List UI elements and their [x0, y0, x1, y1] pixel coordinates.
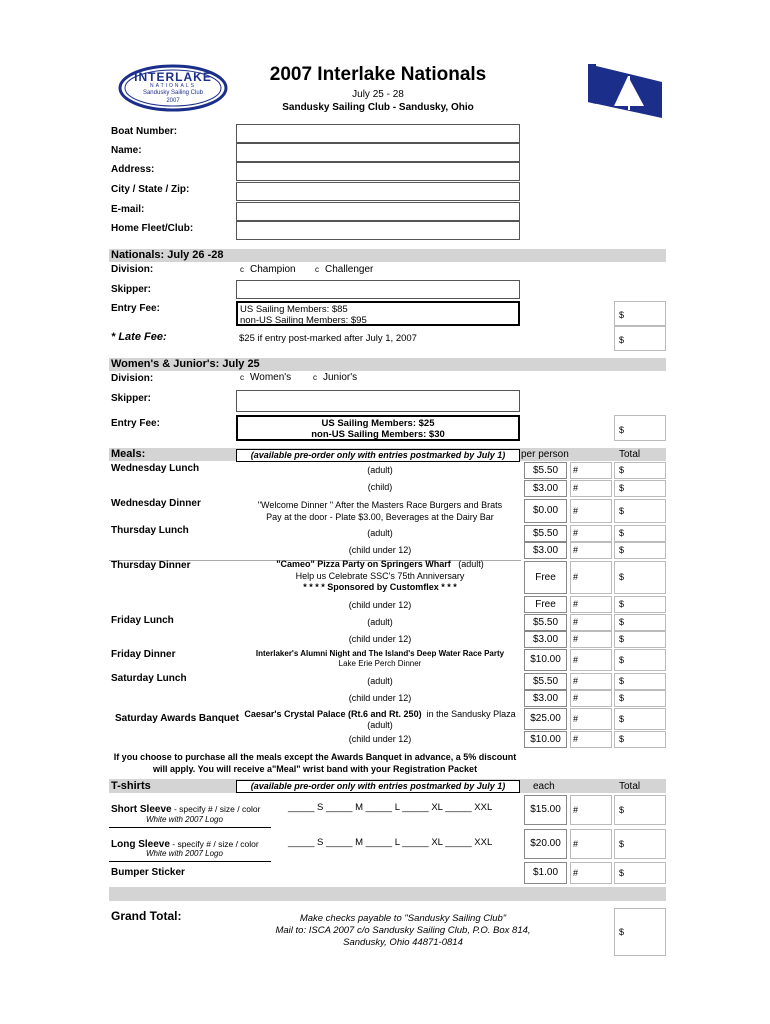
thu-lunch-adult-qty[interactable]: #	[570, 525, 612, 542]
sat-lunch-child: (child under 12)	[348, 693, 412, 703]
wed-lunch-label: Wednesday Lunch	[111, 463, 200, 474]
fri-dinner-desc-2: Lake Erie Perch Dinner	[338, 659, 422, 668]
fri-lunch-label: Friday Lunch	[111, 615, 174, 626]
boat-number-input[interactable]	[236, 124, 520, 143]
wed-lunch-adult-qty[interactable]: #	[570, 462, 612, 479]
wed-dinner-price: $0.00	[524, 499, 567, 523]
womens-fee-line-1: US Sailing Members: $25	[321, 418, 435, 429]
city-label: City / State / Zip:	[111, 184, 190, 195]
thu-lunch-adult: (adult)	[367, 528, 393, 538]
thu-dinner-adult: (adult)	[458, 559, 484, 569]
short-sleeve-label	[111, 804, 260, 815]
home-fleet-input[interactable]	[236, 221, 520, 240]
short-sleeve-title: Short Sleeve	[111, 804, 172, 815]
col-per-person: per person	[521, 449, 569, 460]
long-sleeve-logo: White with 2007 Logo	[146, 849, 223, 858]
womens-skipper-label: Skipper:	[111, 393, 152, 404]
sat-banquet-label: Saturday Awards Banquet	[115, 713, 239, 724]
radio-icon: c	[315, 265, 319, 274]
grand-total-label: Grand Total:	[111, 909, 182, 923]
thu-dinner-child-qty[interactable]: #	[570, 596, 612, 613]
discount-line-2: will apply. You will receive a"Meal" wrist band with your Registration Packet	[152, 764, 478, 774]
fee-line-2: non-US Sailing Members: $95	[240, 315, 367, 326]
thu-lunch-label: Thursday Lunch	[111, 525, 189, 536]
late-fee-label: * Late Fee:	[111, 331, 167, 343]
sat-lunch-child-qty[interactable]: #	[570, 690, 612, 707]
bumper-sticker-label: Bumper Sticker	[111, 867, 185, 878]
address-label: Address:	[111, 164, 155, 175]
name-input[interactable]	[236, 143, 520, 162]
wed-lunch-adult-price: $5.50	[524, 462, 567, 479]
email-label: E-mail:	[111, 204, 145, 215]
fri-lunch-adult-total[interactable]: $	[614, 614, 666, 631]
radio-icon: c	[313, 373, 317, 382]
tshirts-note: (available pre-order only with entries postmarked by July 1)	[236, 780, 520, 793]
home-fleet-label: Home Fleet/Club:	[111, 223, 194, 234]
boat-number-label: Boat Number:	[111, 126, 178, 137]
nationals-heading: Nationals: July 26 -28	[111, 249, 224, 261]
wed-lunch-adult-total[interactable]: $	[614, 462, 666, 479]
fri-lunch-child-qty[interactable]: #	[570, 631, 612, 648]
fri-lunch-child-price: $3.00	[524, 631, 567, 648]
sat-banquet-adult: (adult)	[367, 720, 393, 730]
womens-fee-total[interactable]: $	[614, 415, 666, 441]
nationals-skipper-label: Skipper:	[111, 284, 152, 295]
womens-skipper-input[interactable]	[236, 390, 520, 412]
fri-dinner-label: Friday Dinner	[111, 649, 176, 660]
fri-lunch-adult-price: $5.50	[524, 614, 567, 631]
late-fee-total[interactable]: $	[614, 326, 666, 351]
bumper-sticker-qty[interactable]: #	[570, 862, 612, 884]
event-location: Sandusky Sailing Club - Sandusky, Ohio	[282, 102, 474, 113]
wed-dinner-qty[interactable]: #	[570, 499, 612, 523]
wed-lunch-adult: (adult)	[367, 465, 393, 475]
wed-dinner-desc-2: Pay at the door - Plate $3.00, Beverages at the Dairy Bar	[266, 512, 494, 522]
sat-lunch-adult-total[interactable]: $	[614, 673, 666, 690]
division-juniors-label: Junior's	[323, 372, 358, 383]
sat-banquet-child-total[interactable]: $	[614, 731, 666, 748]
col-total-tshirts: Total	[619, 781, 641, 792]
thu-dinner-label: Thursday Dinner	[111, 560, 191, 571]
division-womens-label: Women's	[250, 372, 292, 383]
nationals-skipper-input[interactable]	[236, 280, 520, 299]
long-sleeve-title: Long Sleeve	[111, 839, 170, 850]
sat-lunch-child-price: $3.00	[524, 690, 567, 707]
sat-banquet-venue: Caesar's Crystal Palace (Rt.6 and Rt. 250)	[244, 709, 422, 719]
radio-icon: c	[240, 265, 244, 274]
fri-dinner-total[interactable]: $	[614, 649, 666, 671]
wed-lunch-child-qty[interactable]: #	[570, 480, 612, 497]
thu-dinner-adult-price: Free	[524, 561, 567, 594]
sat-lunch-adult-price: $5.50	[524, 673, 567, 690]
short-sleeve-price: $15.00	[524, 795, 567, 825]
long-sleeve-price: $20.00	[524, 829, 567, 859]
wed-lunch-child-price: $3.00	[524, 480, 567, 497]
division-champion-option[interactable]	[240, 264, 296, 275]
logo-year-text: 2007	[166, 98, 180, 104]
logo-sub-text: NATIONALS	[150, 83, 196, 89]
sat-banquet-adult-total[interactable]: $	[614, 708, 666, 730]
payment-line-3: Sandusky, Ohio 44871-0814	[343, 937, 463, 948]
sat-banquet-child-price: $10.00	[524, 731, 567, 748]
divider	[109, 861, 271, 862]
sat-banquet-adult-qty[interactable]: #	[570, 708, 612, 730]
meals-heading: Meals:	[111, 448, 146, 460]
thu-lunch-child-qty[interactable]: #	[570, 542, 612, 559]
wed-dinner-total[interactable]: $	[614, 499, 666, 523]
thu-dinner-child-price: Free	[524, 596, 567, 613]
division-challenger-label: Challenger	[325, 264, 374, 275]
womens-division-label: Division:	[111, 373, 154, 384]
logo-main-text: INTERLAKE	[134, 70, 212, 84]
thu-dinner-venue: "Cameo" Pizza Party on Springers Wharf	[276, 559, 451, 569]
long-sleeve-spec: - specify # / size / color	[169, 839, 259, 849]
sat-lunch-label: Saturday Lunch	[111, 673, 187, 684]
city-input[interactable]	[236, 182, 520, 201]
short-sleeve-qty[interactable]: #	[570, 795, 612, 825]
radio-icon: c	[240, 373, 244, 382]
late-fee-text: $25 if entry post-marked after July 1, 2007	[239, 333, 417, 344]
wed-lunch-child: (child)	[367, 482, 393, 492]
payment-line-2: Mail to: ISCA 2007 c/o Sandusky Sailing Club, P.O. Box 814,	[275, 925, 531, 936]
nationals-fee-box	[236, 301, 520, 326]
sat-banquet-plaza: in the Sandusky Plaza	[426, 709, 516, 719]
thu-dinner-desc-1	[240, 559, 520, 569]
nationals-entry-fee-label: Entry Fee:	[111, 303, 160, 314]
sat-lunch-adult-qty[interactable]: #	[570, 673, 612, 690]
womens-heading: Women's & Junior's: July 25	[111, 358, 260, 370]
discount-line-1: If you choose to purchase all the meals except the Awards Banquet in advance, a 5% discount	[113, 752, 517, 762]
fri-lunch-adult-qty[interactable]: #	[570, 614, 612, 631]
col-total: Total	[619, 449, 641, 460]
fri-dinner-price: $10.00	[524, 649, 567, 671]
fri-dinner-qty[interactable]: #	[570, 649, 612, 671]
thu-dinner-desc-3: * * * * Sponsored by Customflex * * *	[303, 582, 457, 592]
sat-lunch-adult: (adult)	[367, 676, 393, 686]
nationals-division-label: Division:	[111, 264, 154, 275]
thu-lunch-adult-total[interactable]: $	[614, 525, 666, 542]
meals-note: (available pre-order only with entries postmarked by July 1)	[236, 449, 520, 462]
thu-dinner-child: (child under 12)	[348, 600, 412, 610]
payment-instructions	[236, 913, 570, 949]
grand-total-value[interactable]: $	[614, 908, 666, 956]
logo-club-text: Sandusky Sailing Club	[142, 90, 204, 96]
long-sleeve-sizes[interactable]: _____ S _____ M _____ L _____ XL _____ XXL	[288, 837, 493, 848]
payment-line-1: Make checks payable to "Sandusky Sailing Club"	[299, 913, 507, 924]
sat-banquet-child-qty[interactable]: #	[570, 731, 612, 748]
short-sleeve-logo: White with 2007 Logo	[146, 815, 223, 824]
short-sleeve-sizes[interactable]: _____ S _____ M _____ L _____ XL _____ XXL	[288, 802, 493, 813]
wed-dinner-label: Wednesday Dinner	[111, 498, 201, 509]
club-flag-icon	[586, 62, 664, 120]
sat-banquet-child: (child under 12)	[348, 734, 412, 744]
fri-lunch-adult: (adult)	[367, 617, 393, 627]
bumper-sticker-price: $1.00	[524, 862, 567, 884]
page-title: 2007 Interlake Nationals	[269, 64, 487, 85]
divider	[109, 827, 271, 828]
thu-lunch-child-price: $3.00	[524, 542, 567, 559]
thu-dinner-adult-total[interactable]: $	[614, 561, 666, 594]
fri-lunch-child-total[interactable]: $	[614, 631, 666, 648]
event-dates: July 25 - 28	[352, 89, 404, 100]
division-champion-label: Champion	[250, 264, 296, 275]
thu-lunch-adult-price: $5.50	[524, 525, 567, 542]
long-sleeve-qty[interactable]: #	[570, 829, 612, 859]
short-sleeve-spec: - specify # / size / color	[171, 804, 261, 814]
long-sleeve-total[interactable]: $	[614, 829, 666, 859]
grand-total-bar	[109, 887, 666, 901]
thu-dinner-adult-qty[interactable]: #	[570, 561, 612, 594]
womens-fee-line-2: non-US Sailing Members: $30	[311, 429, 445, 440]
address-input[interactable]	[236, 162, 520, 181]
division-womens-option[interactable]	[240, 372, 291, 383]
sat-lunch-child-total[interactable]: $	[614, 690, 666, 707]
bumper-sticker-total[interactable]: $	[614, 862, 666, 884]
womens-entry-fee-label: Entry Fee:	[111, 418, 160, 429]
wed-lunch-child-total[interactable]: $	[614, 480, 666, 497]
womens-fee-box	[236, 415, 520, 441]
nationals-fee-total[interactable]: $	[614, 301, 666, 326]
tshirts-heading: T-shirts	[111, 780, 151, 792]
sat-banquet-adult-price: $25.00	[524, 708, 567, 730]
col-each: each	[533, 781, 555, 792]
fee-line-1: US Sailing Members: $85	[240, 304, 348, 315]
short-sleeve-total[interactable]: $	[614, 795, 666, 825]
division-juniors-option[interactable]	[313, 372, 357, 383]
thu-lunch-child-total[interactable]: $	[614, 542, 666, 559]
thu-dinner-child-total[interactable]: $	[614, 596, 666, 613]
fri-lunch-child: (child under 12)	[348, 634, 412, 644]
fri-dinner-desc-1: Interlaker's Alumni Night and The Island's Deep Water Race Party	[255, 649, 505, 658]
wed-dinner-desc-1: "Welcome Dinner " After the Masters Race Burgers and Brats	[257, 500, 503, 510]
thu-dinner-desc-2: Help us Celebrate SSC's 75th Anniversary	[295, 571, 465, 581]
division-challenger-option[interactable]	[315, 264, 373, 275]
sat-banquet-desc-1	[240, 709, 520, 719]
name-label: Name:	[111, 145, 142, 156]
email-input[interactable]	[236, 202, 520, 221]
thu-lunch-child: (child under 12)	[348, 545, 412, 555]
